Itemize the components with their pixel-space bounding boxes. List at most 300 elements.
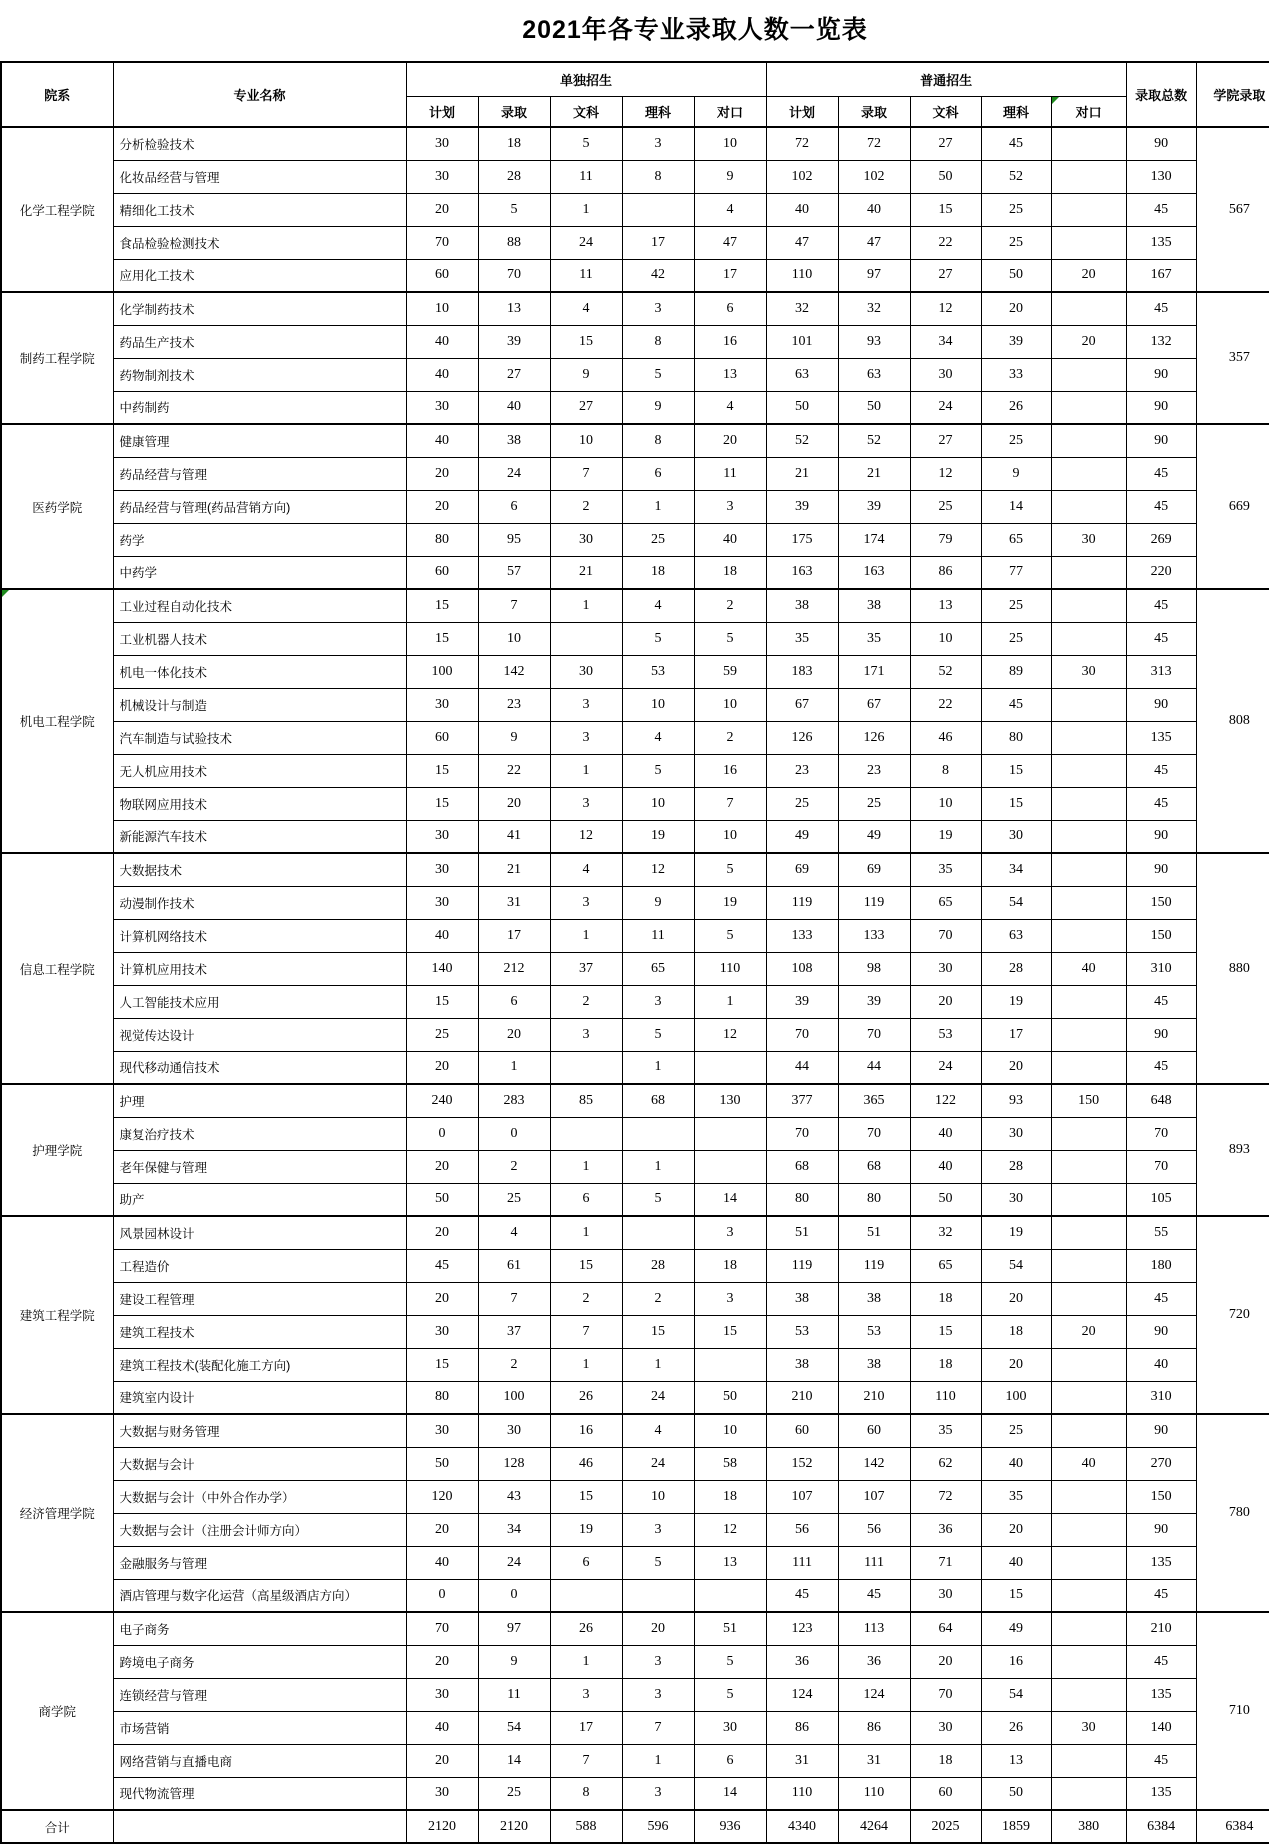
value-cell-7: 70 bbox=[910, 1678, 981, 1711]
table-row bbox=[1, 1348, 1269, 1381]
table-row bbox=[1, 127, 1269, 160]
value-cell-7: 10 bbox=[910, 787, 981, 820]
value-cell-1: 20 bbox=[478, 1018, 550, 1051]
value-cell-7: 71 bbox=[910, 1546, 981, 1579]
value-cell-6: 98 bbox=[838, 952, 910, 985]
value-cell-7: 22 bbox=[910, 226, 981, 259]
value-cell-5: 124 bbox=[766, 1678, 838, 1711]
value-cell-5: 86 bbox=[766, 1711, 838, 1744]
value-cell-8: 20 bbox=[981, 1282, 1051, 1315]
table-row bbox=[1, 589, 1269, 622]
value-cell-0: 140 bbox=[406, 952, 478, 985]
value-cell-5: 63 bbox=[766, 358, 838, 391]
value-cell-3: 18 bbox=[622, 556, 694, 589]
value-cell-2: 12 bbox=[550, 820, 622, 853]
value-cell-5: 38 bbox=[766, 1282, 838, 1315]
value-cell-1: 10 bbox=[478, 622, 550, 655]
value-cell-9: 20 bbox=[1051, 1315, 1126, 1348]
value-cell-2: 9 bbox=[550, 358, 622, 391]
value-cell-8: 65 bbox=[981, 523, 1051, 556]
value-cell-0: 20 bbox=[406, 1282, 478, 1315]
value-cell-2: 3 bbox=[550, 886, 622, 919]
value-cell-9 bbox=[1051, 1480, 1126, 1513]
table-row bbox=[1, 1018, 1269, 1051]
value-cell-9 bbox=[1051, 1216, 1126, 1249]
value-cell-1: 0 bbox=[478, 1579, 550, 1612]
grand-total-cell: 6384 bbox=[1126, 1810, 1196, 1843]
value-cell-0: 20 bbox=[406, 1216, 478, 1249]
value-cell-8: 19 bbox=[981, 985, 1051, 1018]
value-cell-5: 52 bbox=[766, 424, 838, 457]
value-cell-3: 10 bbox=[622, 688, 694, 721]
value-cell-6: 111 bbox=[838, 1546, 910, 1579]
value-cell-9 bbox=[1051, 1183, 1126, 1216]
major-cell: 应用化工技术 bbox=[113, 259, 406, 292]
row-total-cell: 90 bbox=[1126, 1315, 1196, 1348]
table-row bbox=[1, 259, 1269, 292]
college-total-cell: 720 bbox=[1196, 1216, 1269, 1414]
value-cell-4: 50 bbox=[694, 1381, 766, 1414]
college-cell: 经济管理学院 bbox=[1, 1414, 113, 1612]
table-row bbox=[1, 1117, 1269, 1150]
value-cell-4: 15 bbox=[694, 1315, 766, 1348]
value-cell-4: 6 bbox=[694, 1744, 766, 1777]
row-total-cell: 132 bbox=[1126, 325, 1196, 358]
value-cell-3: 24 bbox=[622, 1447, 694, 1480]
value-cell-4: 10 bbox=[694, 1414, 766, 1447]
value-cell-8: 25 bbox=[981, 424, 1051, 457]
value-cell-5: 25 bbox=[766, 787, 838, 820]
value-cell-6: 163 bbox=[838, 556, 910, 589]
value-cell-6: 38 bbox=[838, 1282, 910, 1315]
row-total-cell: 90 bbox=[1126, 127, 1196, 160]
major-cell: 人工智能技术应用 bbox=[113, 985, 406, 1018]
value-cell-9 bbox=[1051, 622, 1126, 655]
row-total-cell: 105 bbox=[1126, 1183, 1196, 1216]
major-cell: 大数据与会计 bbox=[113, 1447, 406, 1480]
value-cell-1: 40 bbox=[478, 391, 550, 424]
value-cell-3: 7 bbox=[622, 1711, 694, 1744]
major-cell: 工业过程自动化技术 bbox=[113, 589, 406, 622]
value-cell-5: 38 bbox=[766, 1348, 838, 1381]
major-cell: 康复治疗技术 bbox=[113, 1117, 406, 1150]
value-cell-3: 17 bbox=[622, 226, 694, 259]
value-cell-5: 39 bbox=[766, 985, 838, 1018]
table-row bbox=[1, 523, 1269, 556]
value-cell-8: 30 bbox=[981, 820, 1051, 853]
value-cell-7: 18 bbox=[910, 1744, 981, 1777]
table-row bbox=[1, 490, 1269, 523]
value-cell-8: 80 bbox=[981, 721, 1051, 754]
table-row bbox=[1, 1381, 1269, 1414]
table-row bbox=[1, 1480, 1269, 1513]
value-cell-9 bbox=[1051, 1744, 1126, 1777]
value-cell-6: 102 bbox=[838, 160, 910, 193]
major-cell: 网络营销与直播电商 bbox=[113, 1744, 406, 1777]
row-total-cell: 90 bbox=[1126, 424, 1196, 457]
table-row bbox=[1, 193, 1269, 226]
value-cell-1: 21 bbox=[478, 853, 550, 886]
major-cell: 机电一体化技术 bbox=[113, 655, 406, 688]
value-cell-7: 35 bbox=[910, 1414, 981, 1447]
row-total-cell: 167 bbox=[1126, 259, 1196, 292]
row-total-cell: 55 bbox=[1126, 1216, 1196, 1249]
value-cell-4: 16 bbox=[694, 754, 766, 787]
admissions-table bbox=[0, 61, 1269, 1844]
value-cell-7: 62 bbox=[910, 1447, 981, 1480]
value-cell-9 bbox=[1051, 556, 1126, 589]
value-cell-4: 40 bbox=[694, 523, 766, 556]
value-cell-6: 23 bbox=[838, 754, 910, 787]
college-cell: 制药工程学院 bbox=[1, 292, 113, 424]
grand-total-value-4: 936 bbox=[694, 1810, 766, 1843]
value-cell-1: 13 bbox=[478, 292, 550, 325]
value-cell-5: 32 bbox=[766, 292, 838, 325]
value-cell-8: 15 bbox=[981, 1579, 1051, 1612]
value-cell-0: 80 bbox=[406, 523, 478, 556]
value-cell-6: 210 bbox=[838, 1381, 910, 1414]
value-cell-2: 4 bbox=[550, 292, 622, 325]
major-cell: 汽车制造与试验技术 bbox=[113, 721, 406, 754]
value-cell-1: 7 bbox=[478, 589, 550, 622]
value-cell-1: 30 bbox=[478, 1414, 550, 1447]
header-subcol-sep-2: 文科 bbox=[550, 96, 622, 127]
value-cell-6: 133 bbox=[838, 919, 910, 952]
value-cell-8: 26 bbox=[981, 391, 1051, 424]
value-cell-7: 50 bbox=[910, 160, 981, 193]
value-cell-6: 80 bbox=[838, 1183, 910, 1216]
header-subcol-reg-2: 文科 bbox=[910, 96, 981, 127]
value-cell-2: 2 bbox=[550, 985, 622, 1018]
value-cell-3: 1 bbox=[622, 1348, 694, 1381]
value-cell-6: 60 bbox=[838, 1414, 910, 1447]
value-cell-1: 1 bbox=[478, 1051, 550, 1084]
value-cell-4: 14 bbox=[694, 1183, 766, 1216]
row-total-cell: 135 bbox=[1126, 1678, 1196, 1711]
table-row bbox=[1, 1414, 1269, 1447]
row-total-cell: 90 bbox=[1126, 688, 1196, 721]
value-cell-4 bbox=[694, 1117, 766, 1150]
header-subcol-reg-1: 录取 bbox=[838, 96, 910, 127]
value-cell-1: 283 bbox=[478, 1084, 550, 1117]
table-row bbox=[1, 1579, 1269, 1612]
value-cell-1: 9 bbox=[478, 1645, 550, 1678]
value-cell-0: 50 bbox=[406, 1447, 478, 1480]
value-cell-1: 22 bbox=[478, 754, 550, 787]
value-cell-4: 110 bbox=[694, 952, 766, 985]
value-cell-2: 3 bbox=[550, 1018, 622, 1051]
value-cell-1: 95 bbox=[478, 523, 550, 556]
value-cell-9: 20 bbox=[1051, 325, 1126, 358]
value-cell-0: 50 bbox=[406, 1183, 478, 1216]
value-cell-3: 3 bbox=[622, 1678, 694, 1711]
value-cell-9 bbox=[1051, 919, 1126, 952]
value-cell-0: 240 bbox=[406, 1084, 478, 1117]
table-row bbox=[1, 358, 1269, 391]
value-cell-8: 14 bbox=[981, 490, 1051, 523]
value-cell-6: 39 bbox=[838, 985, 910, 1018]
value-cell-0: 15 bbox=[406, 1348, 478, 1381]
value-cell-2: 1 bbox=[550, 193, 622, 226]
value-cell-4 bbox=[694, 1150, 766, 1183]
value-cell-4: 5 bbox=[694, 1678, 766, 1711]
value-cell-7: 27 bbox=[910, 127, 981, 160]
value-cell-9: 30 bbox=[1051, 655, 1126, 688]
value-cell-1: 31 bbox=[478, 886, 550, 919]
value-cell-5: 70 bbox=[766, 1117, 838, 1150]
value-cell-0: 70 bbox=[406, 226, 478, 259]
value-cell-6: 35 bbox=[838, 622, 910, 655]
value-cell-9: 40 bbox=[1051, 952, 1126, 985]
value-cell-9 bbox=[1051, 1579, 1126, 1612]
value-cell-6: 38 bbox=[838, 589, 910, 622]
grand-total-value-2: 588 bbox=[550, 1810, 622, 1843]
major-cell: 药品经营与管理(药品营销方向) bbox=[113, 490, 406, 523]
value-cell-1: 4 bbox=[478, 1216, 550, 1249]
value-cell-5: 110 bbox=[766, 259, 838, 292]
value-cell-0: 20 bbox=[406, 1513, 478, 1546]
value-cell-2: 27 bbox=[550, 391, 622, 424]
value-cell-8: 25 bbox=[981, 193, 1051, 226]
value-cell-5: 51 bbox=[766, 1216, 838, 1249]
major-cell: 无人机应用技术 bbox=[113, 754, 406, 787]
value-cell-0: 25 bbox=[406, 1018, 478, 1051]
value-cell-5: 152 bbox=[766, 1447, 838, 1480]
header-subcol-sep-3: 理科 bbox=[622, 96, 694, 127]
value-cell-8: 54 bbox=[981, 1678, 1051, 1711]
value-cell-2: 15 bbox=[550, 1480, 622, 1513]
value-cell-5: 39 bbox=[766, 490, 838, 523]
value-cell-2: 10 bbox=[550, 424, 622, 457]
value-cell-7: 65 bbox=[910, 1249, 981, 1282]
value-cell-6: 110 bbox=[838, 1777, 910, 1810]
value-cell-7: 53 bbox=[910, 1018, 981, 1051]
value-cell-7: 30 bbox=[910, 358, 981, 391]
value-cell-1: 7 bbox=[478, 1282, 550, 1315]
value-cell-8: 13 bbox=[981, 1744, 1051, 1777]
value-cell-6: 49 bbox=[838, 820, 910, 853]
value-cell-8: 15 bbox=[981, 754, 1051, 787]
value-cell-4: 5 bbox=[694, 622, 766, 655]
value-cell-8: 52 bbox=[981, 160, 1051, 193]
value-cell-4: 17 bbox=[694, 259, 766, 292]
value-cell-0: 30 bbox=[406, 391, 478, 424]
header-college: 院系 bbox=[1, 62, 113, 127]
table-row bbox=[1, 952, 1269, 985]
table-row bbox=[1, 655, 1269, 688]
table-row bbox=[1, 1612, 1269, 1645]
value-cell-9: 20 bbox=[1051, 259, 1126, 292]
value-cell-5: 126 bbox=[766, 721, 838, 754]
value-cell-9 bbox=[1051, 1678, 1126, 1711]
row-total-cell: 70 bbox=[1126, 1117, 1196, 1150]
value-cell-4: 18 bbox=[694, 1249, 766, 1282]
major-cell: 工业机器人技术 bbox=[113, 622, 406, 655]
table-row bbox=[1, 1051, 1269, 1084]
value-cell-4: 13 bbox=[694, 1546, 766, 1579]
value-cell-0: 40 bbox=[406, 919, 478, 952]
value-cell-0: 20 bbox=[406, 193, 478, 226]
value-cell-9 bbox=[1051, 1348, 1126, 1381]
value-cell-0: 60 bbox=[406, 259, 478, 292]
major-cell: 分析检验技术 bbox=[113, 127, 406, 160]
value-cell-2: 17 bbox=[550, 1711, 622, 1744]
header-subcol-reg-4: 对口 bbox=[1051, 96, 1126, 127]
major-cell: 大数据技术 bbox=[113, 853, 406, 886]
value-cell-9 bbox=[1051, 1249, 1126, 1282]
row-total-cell: 180 bbox=[1126, 1249, 1196, 1282]
value-cell-9 bbox=[1051, 1513, 1126, 1546]
value-cell-8: 20 bbox=[981, 1513, 1051, 1546]
row-total-cell: 269 bbox=[1126, 523, 1196, 556]
value-cell-6: 365 bbox=[838, 1084, 910, 1117]
row-total-cell: 90 bbox=[1126, 391, 1196, 424]
value-cell-6: 45 bbox=[838, 1579, 910, 1612]
value-cell-1: 25 bbox=[478, 1183, 550, 1216]
value-cell-2: 15 bbox=[550, 1249, 622, 1282]
value-cell-0: 40 bbox=[406, 1546, 478, 1579]
major-cell: 动漫制作技术 bbox=[113, 886, 406, 919]
table-row bbox=[1, 886, 1269, 919]
value-cell-3: 1 bbox=[622, 1051, 694, 1084]
value-cell-7: 30 bbox=[910, 1711, 981, 1744]
value-cell-2: 26 bbox=[550, 1612, 622, 1645]
value-cell-6: 107 bbox=[838, 1480, 910, 1513]
major-cell: 连锁经营与管理 bbox=[113, 1678, 406, 1711]
value-cell-4 bbox=[694, 1579, 766, 1612]
value-cell-5: 111 bbox=[766, 1546, 838, 1579]
value-cell-5: 69 bbox=[766, 853, 838, 886]
table-row bbox=[1, 688, 1269, 721]
value-cell-4: 47 bbox=[694, 226, 766, 259]
value-cell-5: 123 bbox=[766, 1612, 838, 1645]
value-cell-2 bbox=[550, 1051, 622, 1084]
value-cell-4: 20 bbox=[694, 424, 766, 457]
major-cell: 大数据与会计（注册会计师方向） bbox=[113, 1513, 406, 1546]
value-cell-0: 20 bbox=[406, 1645, 478, 1678]
value-cell-8: 93 bbox=[981, 1084, 1051, 1117]
value-cell-5: 67 bbox=[766, 688, 838, 721]
college-cell: 护理学院 bbox=[1, 1084, 113, 1216]
value-cell-6: 50 bbox=[838, 391, 910, 424]
value-cell-2: 6 bbox=[550, 1183, 622, 1216]
value-cell-9 bbox=[1051, 754, 1126, 787]
row-total-cell: 45 bbox=[1126, 193, 1196, 226]
grand-total-major-cell bbox=[113, 1810, 406, 1843]
value-cell-4: 4 bbox=[694, 391, 766, 424]
value-cell-7: 36 bbox=[910, 1513, 981, 1546]
value-cell-2: 7 bbox=[550, 457, 622, 490]
value-cell-0: 60 bbox=[406, 721, 478, 754]
value-cell-2: 19 bbox=[550, 1513, 622, 1546]
value-cell-9 bbox=[1051, 886, 1126, 919]
table-row bbox=[1, 1315, 1269, 1348]
value-cell-7: 110 bbox=[910, 1381, 981, 1414]
value-cell-5: 44 bbox=[766, 1051, 838, 1084]
major-cell: 化学制药技术 bbox=[113, 292, 406, 325]
value-cell-8: 54 bbox=[981, 1249, 1051, 1282]
college-cell: 建筑工程学院 bbox=[1, 1216, 113, 1414]
value-cell-4: 3 bbox=[694, 1282, 766, 1315]
value-cell-7: 20 bbox=[910, 1645, 981, 1678]
value-cell-3 bbox=[622, 193, 694, 226]
table-row bbox=[1, 1216, 1269, 1249]
value-cell-2: 15 bbox=[550, 325, 622, 358]
value-cell-6: 44 bbox=[838, 1051, 910, 1084]
value-cell-9 bbox=[1051, 1546, 1126, 1579]
value-cell-6: 69 bbox=[838, 853, 910, 886]
value-cell-6: 31 bbox=[838, 1744, 910, 1777]
value-cell-8: 17 bbox=[981, 1018, 1051, 1051]
value-cell-3: 3 bbox=[622, 292, 694, 325]
value-cell-9 bbox=[1051, 820, 1126, 853]
value-cell-3: 9 bbox=[622, 391, 694, 424]
value-cell-8: 30 bbox=[981, 1183, 1051, 1216]
table-row bbox=[1, 820, 1269, 853]
grand-total-value-3: 596 bbox=[622, 1810, 694, 1843]
value-cell-8: 33 bbox=[981, 358, 1051, 391]
value-cell-9: 40 bbox=[1051, 1447, 1126, 1480]
table-row bbox=[1, 622, 1269, 655]
major-cell: 计算机网络技术 bbox=[113, 919, 406, 952]
header-subcol-sep-0: 计划 bbox=[406, 96, 478, 127]
value-cell-8: 39 bbox=[981, 325, 1051, 358]
value-cell-7: 34 bbox=[910, 325, 981, 358]
major-cell: 健康管理 bbox=[113, 424, 406, 457]
value-cell-4: 58 bbox=[694, 1447, 766, 1480]
value-cell-9 bbox=[1051, 457, 1126, 490]
value-cell-8: 34 bbox=[981, 853, 1051, 886]
value-cell-2: 3 bbox=[550, 688, 622, 721]
grand-total-value-5: 4340 bbox=[766, 1810, 838, 1843]
value-cell-5: 31 bbox=[766, 1744, 838, 1777]
value-cell-6: 70 bbox=[838, 1018, 910, 1051]
major-cell: 中药制药 bbox=[113, 391, 406, 424]
value-cell-4: 19 bbox=[694, 886, 766, 919]
value-cell-7: 13 bbox=[910, 589, 981, 622]
row-total-cell: 648 bbox=[1126, 1084, 1196, 1117]
value-cell-8: 35 bbox=[981, 1480, 1051, 1513]
value-cell-4: 1 bbox=[694, 985, 766, 1018]
value-cell-8: 9 bbox=[981, 457, 1051, 490]
value-cell-7: 32 bbox=[910, 1216, 981, 1249]
major-cell: 现代物流管理 bbox=[113, 1777, 406, 1810]
value-cell-1: 2 bbox=[478, 1348, 550, 1381]
row-total-cell: 45 bbox=[1126, 490, 1196, 523]
value-cell-6: 36 bbox=[838, 1645, 910, 1678]
value-cell-5: 72 bbox=[766, 127, 838, 160]
value-cell-1: 24 bbox=[478, 1546, 550, 1579]
value-cell-0: 15 bbox=[406, 622, 478, 655]
value-cell-7: 24 bbox=[910, 391, 981, 424]
value-cell-9 bbox=[1051, 1051, 1126, 1084]
row-total-cell: 90 bbox=[1126, 1513, 1196, 1546]
value-cell-2: 37 bbox=[550, 952, 622, 985]
value-cell-0: 40 bbox=[406, 1711, 478, 1744]
value-cell-9 bbox=[1051, 589, 1126, 622]
value-cell-2: 26 bbox=[550, 1381, 622, 1414]
value-cell-0: 30 bbox=[406, 820, 478, 853]
value-cell-2: 2 bbox=[550, 490, 622, 523]
value-cell-3: 5 bbox=[622, 1183, 694, 1216]
college-cell: 机电工程学院 bbox=[1, 589, 113, 853]
major-cell: 精细化工技术 bbox=[113, 193, 406, 226]
value-cell-3: 42 bbox=[622, 259, 694, 292]
value-cell-9 bbox=[1051, 787, 1126, 820]
value-cell-6: 32 bbox=[838, 292, 910, 325]
value-cell-0: 15 bbox=[406, 589, 478, 622]
value-cell-1: 23 bbox=[478, 688, 550, 721]
